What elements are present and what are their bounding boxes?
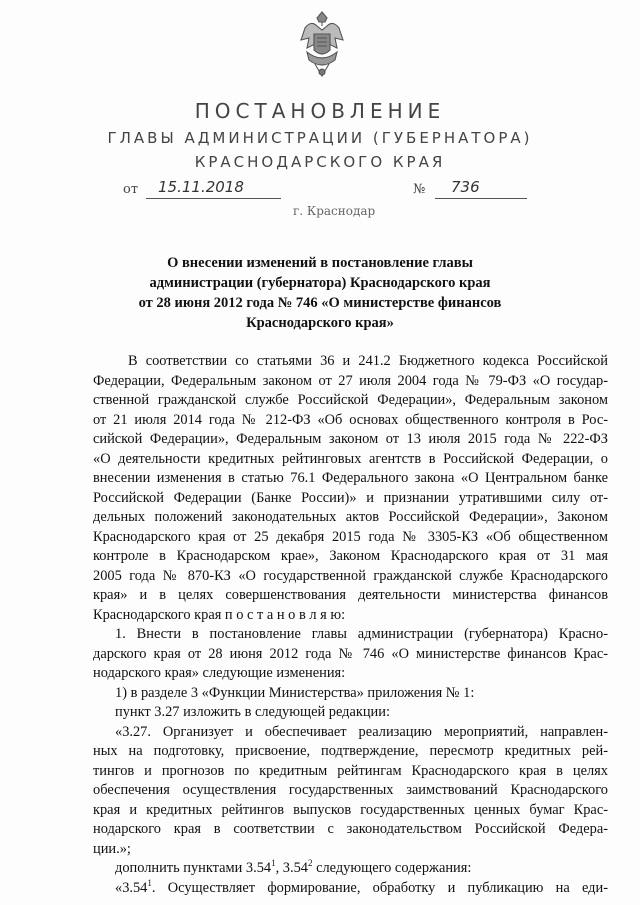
body-line: «3.27. Организует и обеспечивает реализацию мероприятий, направлен- <box>115 723 608 740</box>
title-line: администрации (губернатора) Краснодарского края <box>149 275 491 291</box>
body-line: 1. Внести в постановление главы администрации (губернатора) Красно- <box>115 626 608 642</box>
body-line <box>93 859 608 879</box>
body-line: края» и в целях совершенствования деятельности министерства финансов <box>93 587 608 603</box>
body-line: 2005 года № 870-КЗ «О государственной гражданской службе Краснодарского <box>93 567 608 584</box>
document-body <box>93 352 608 898</box>
body-text: . Осуществляет формирование, обработку и публикацию на еди- <box>151 879 608 896</box>
body-text: дополнить пунктами 3.54 <box>115 860 272 876</box>
body-line: тингов и прогнозов по кредитным рейтингам Краснодарского края в целях <box>93 762 608 779</box>
body-line: внесении изменения в статью 76.1 Федерального закона «О Центральном банке <box>93 470 608 486</box>
body-line: пункт 3.27 изложить в следующей редакции: <box>115 704 390 720</box>
body-line: сийской Федерации», Федеральным законом от 13 июля 2015 года № 222-ФЗ <box>93 431 608 447</box>
number-underline <box>435 198 527 199</box>
body-text: «3.54 <box>115 879 148 896</box>
body-line: ных на подготовку, присвоение, подтверждение, пересмотр кредитных рей- <box>93 743 608 759</box>
body-line: 1) в разделе 3 «Функции Министерства» приложения № 1: <box>115 684 475 701</box>
document-type-heading: ПОСТАНОВЛЕНИЕ <box>194 99 446 123</box>
body-line: дарского края от 28 июня 2012 года № 746 «О министерстве финансов Крас- <box>93 645 608 662</box>
body-line: Краснодарского края п о с т а н о в л я ю: <box>93 606 346 623</box>
title-line: О внесении изменений в постановление главы <box>167 255 473 271</box>
date-underline <box>146 198 281 199</box>
body-line: контроле в Краснодарском крае», Законом Краснодарского края от 31 мая <box>93 548 608 564</box>
title-line: Краснодарского края» <box>246 315 394 331</box>
body-line: Российской Федерации (Банке России)» и признании утратившими силу от- <box>93 489 608 506</box>
number-prefix: № <box>413 182 426 197</box>
body-line: «О деятельности кредитных рейтинговых агентств в Российской Федерации, о <box>93 450 608 467</box>
body-text: , 3.54 <box>275 860 308 876</box>
superscript: 1 <box>271 858 276 869</box>
body-line: края и кредитных рейтингов выпусков государственных ценных бумаг Крас- <box>93 801 608 818</box>
handwritten-date: 15.11.2018 <box>158 178 244 196</box>
body-line: обеспечения осуществления государственных заимствований Краснодарского <box>93 782 608 798</box>
body-line: дельных положений законодательных актов Российской Федерации», Законом <box>93 509 608 525</box>
resolution-title <box>120 253 520 333</box>
body-line: от 21 июля 2014 года № 212-ФЗ «Об основах общественного контроля в Рос- <box>93 411 608 428</box>
body-line: ции.»; <box>93 840 131 857</box>
superscript: 2 <box>308 858 313 869</box>
date-prefix: от <box>123 182 139 197</box>
region-heading: КРАСНОДАРСКОГО КРАЯ <box>194 153 446 171</box>
superscript: 1 <box>147 877 152 888</box>
body-line: Краснодарского края от 25 декабря 2015 года № 3305-КЗ «Об общественном <box>93 528 608 545</box>
body-text: следующего содержания: <box>312 860 472 876</box>
coat-of-arms-icon <box>297 10 347 80</box>
body-line <box>93 879 608 899</box>
issuer-heading: ГЛАВЫ АДМИНИСТРАЦИИ (ГУБЕРНАТОРА) <box>107 129 533 147</box>
body-line: нодарского края» следующие изменения: <box>93 665 346 681</box>
body-line: нодарского края в соответствии с законодательством Российской Федера- <box>93 821 608 837</box>
body-line: В соответствии со статьями 36 и 241.2 Бюджетного кодекса Российской <box>128 353 608 369</box>
city-label: г. Краснодар <box>293 204 376 218</box>
body-line: ственной гражданской службе Российской Федерации», Федеральным законом <box>93 392 608 408</box>
body-line: Федерации, Федеральным законом от 27 июля 2004 года № 79-ФЗ «О государ- <box>93 372 608 389</box>
title-line: от 28 июня 2012 года № 746 «О министерстве финансов <box>138 295 502 311</box>
handwritten-number: 736 <box>451 178 480 196</box>
